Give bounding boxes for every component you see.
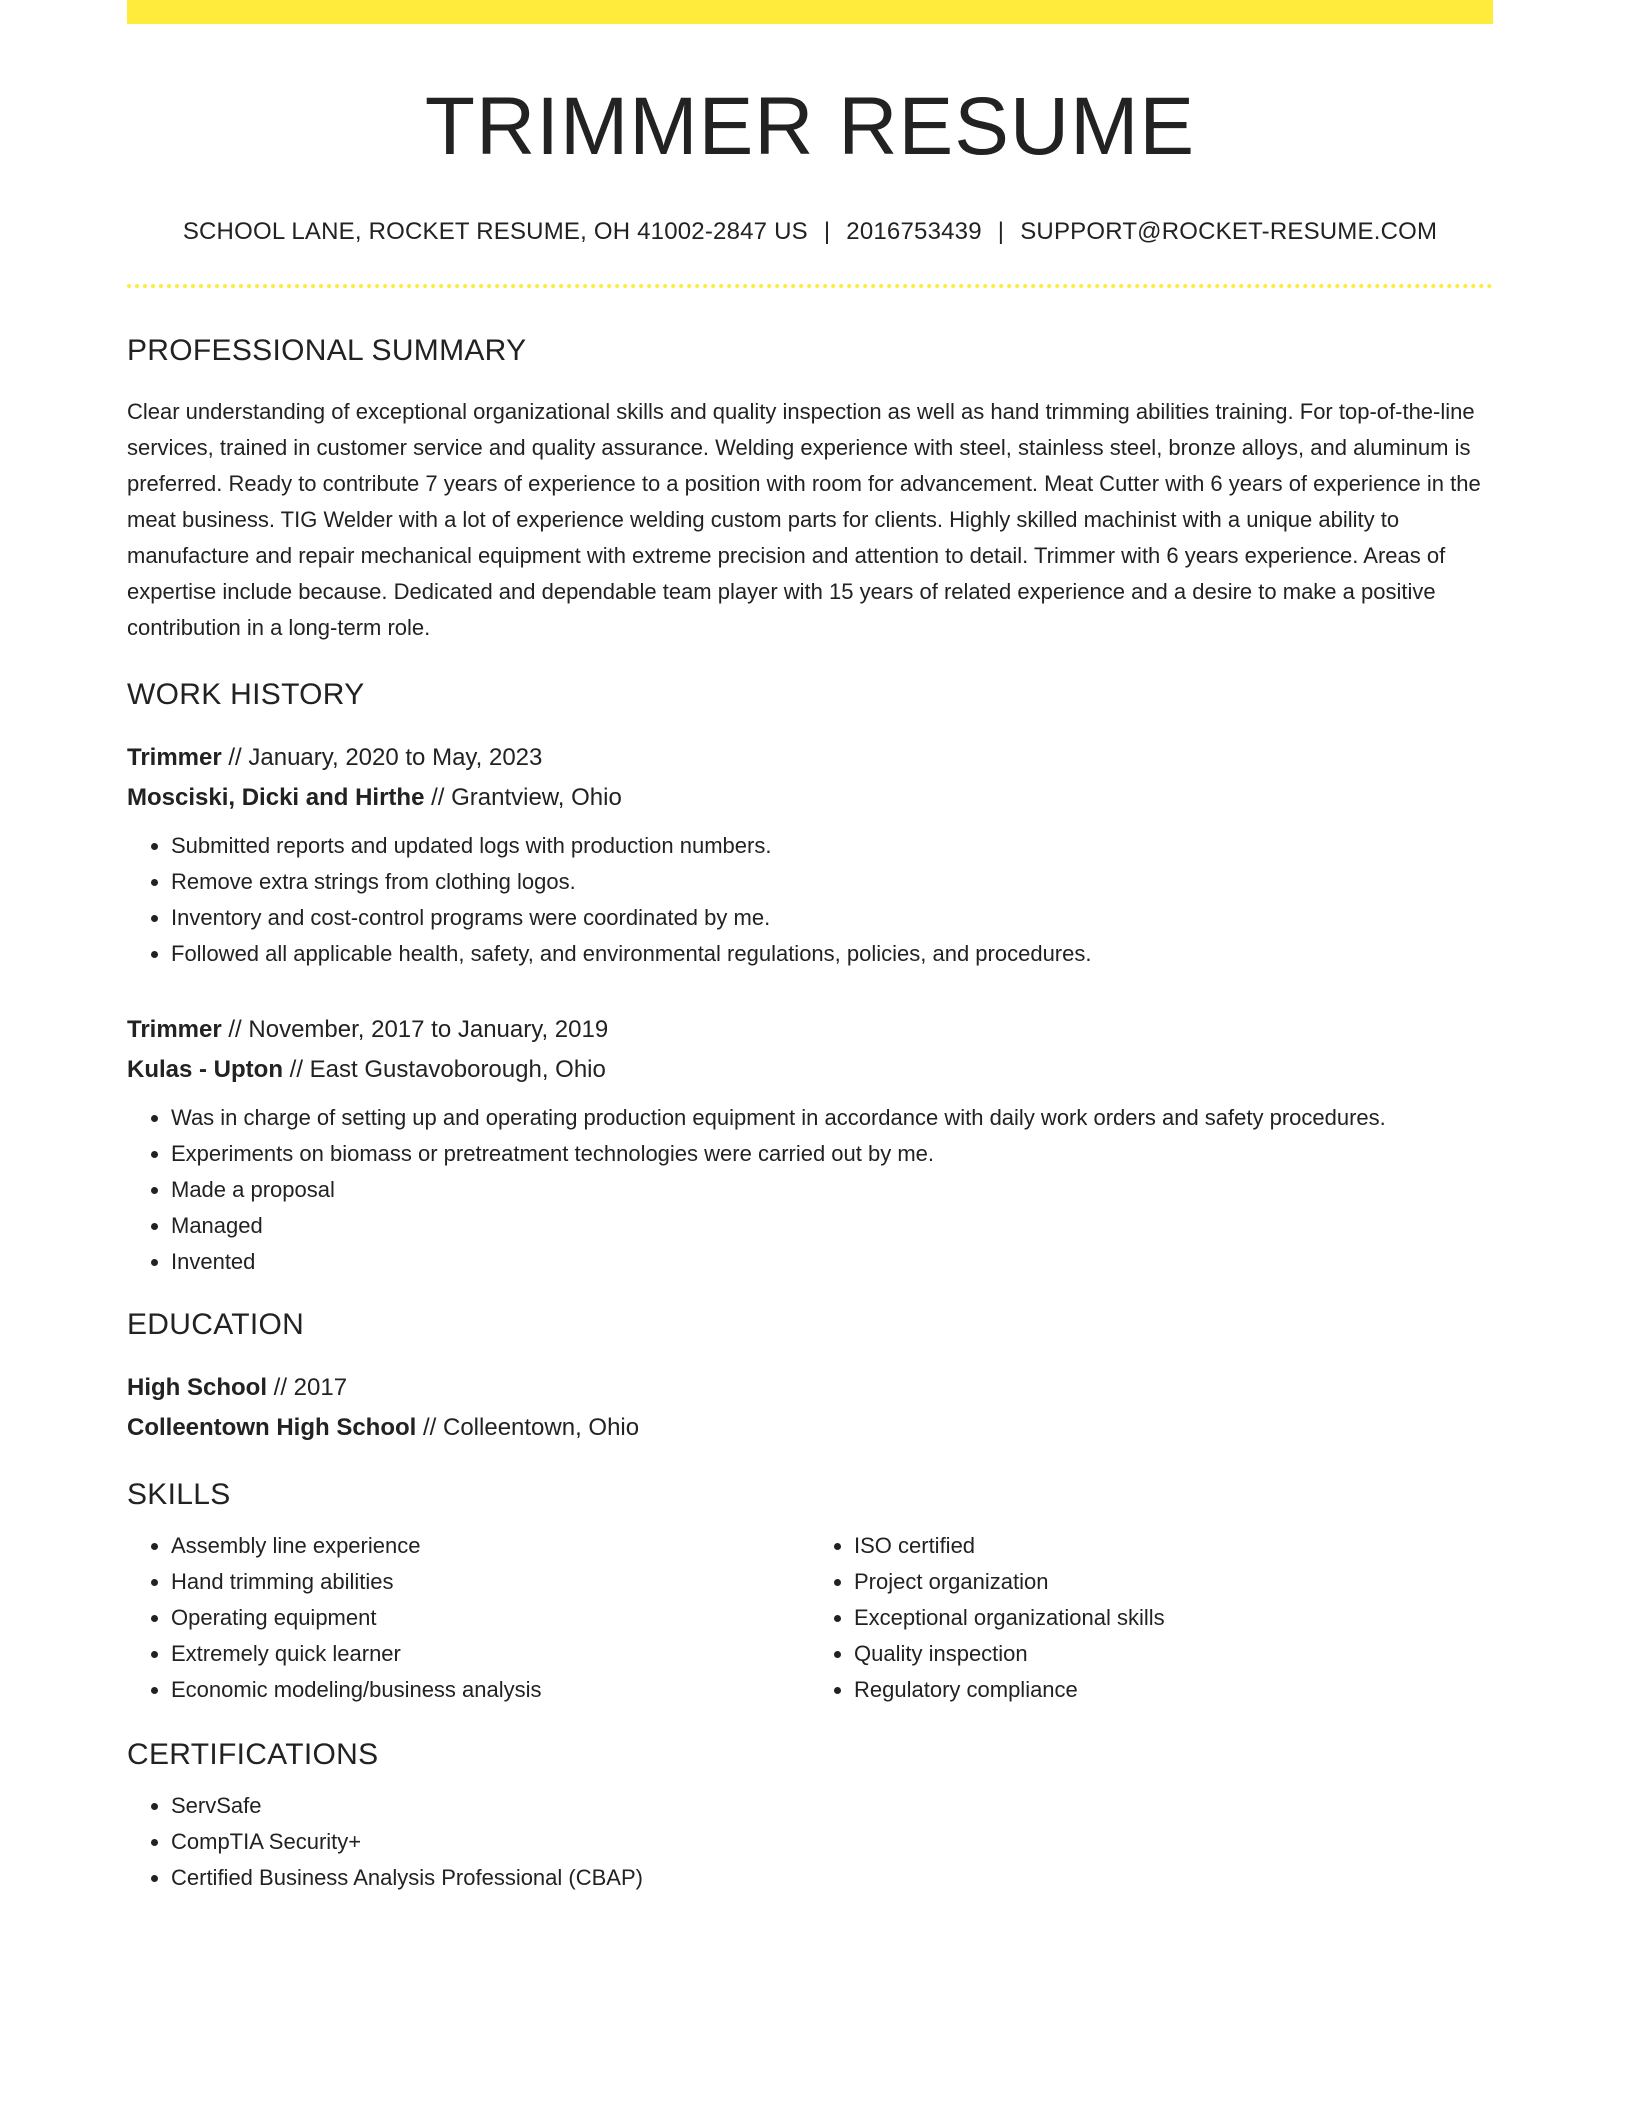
job-dates: // January, 2020 to May, 2023	[221, 744, 543, 772]
job-role: Trimmer	[127, 744, 222, 772]
skill-item: • Exceptional organizational skills	[854, 1600, 1493, 1636]
education-location: // Colleentown, Ohio	[416, 1414, 640, 1442]
job-company-line	[127, 1050, 1493, 1090]
education-entry	[127, 1368, 1493, 1448]
job-role: Trimmer	[127, 1016, 222, 1044]
skills-heading: SKILLS	[127, 1478, 231, 1512]
job-company: Mosciski, Dicki and Hirthe	[127, 784, 425, 812]
job-bullets	[127, 1100, 1493, 1280]
summary-heading: PROFESSIONAL SUMMARY	[127, 334, 527, 368]
contact-phone: 2016753439	[846, 218, 982, 246]
skills-columns	[127, 1528, 1493, 1708]
list-item: • Made a proposal	[171, 1172, 1493, 1208]
job-title-line	[127, 738, 1493, 778]
job-company-line	[127, 778, 1493, 818]
skill-item: • Hand trimming abilities	[171, 1564, 810, 1600]
list-item: • Followed all applicable health, safety, and environmental regulations, policies, and procedures.	[171, 936, 1493, 972]
certification-item: • ServSafe	[171, 1788, 1493, 1824]
job-title-line	[127, 1010, 1493, 1050]
contact-email: SUPPORT@ROCKET-RESUME.COM	[1020, 218, 1438, 246]
job-entry	[127, 738, 1493, 972]
education-heading: EDUCATION	[127, 1308, 305, 1342]
accent-bar	[127, 0, 1493, 24]
education-degree-line	[127, 1368, 1493, 1408]
skill-item: • Regulatory compliance	[854, 1672, 1493, 1708]
education-year: // 2017	[267, 1374, 348, 1402]
skill-item: • Quality inspection	[854, 1636, 1493, 1672]
certifications-heading: CERTIFICATIONS	[127, 1738, 379, 1772]
skill-item: • Assembly line experience	[171, 1528, 810, 1564]
list-item: • Invented	[171, 1244, 1493, 1280]
skill-item: • ISO certified	[854, 1528, 1493, 1564]
education-degree: High School	[127, 1374, 267, 1402]
certifications-list	[127, 1788, 1493, 1896]
contact-separator: |	[997, 218, 1005, 246]
contact-separator: |	[823, 218, 831, 246]
list-item: • Experiments on biomass or pretreatment technologies were carried out by me.	[171, 1136, 1493, 1172]
list-item: • Was in charge of setting up and operating production equipment in accordance with daily work orders and safety procedures.	[171, 1100, 1493, 1136]
job-location: // East Gustavoborough, Ohio	[283, 1056, 606, 1084]
work-history-heading: WORK HISTORY	[127, 678, 365, 712]
dotted-divider	[127, 284, 1493, 288]
contact-address: SCHOOL LANE, ROCKET RESUME, OH 41002-2847 US	[182, 218, 808, 246]
job-bullets	[127, 828, 1493, 972]
job-company: Kulas - Upton	[127, 1056, 283, 1084]
resume-page	[127, 0, 1493, 1896]
skill-item: • Operating equipment	[171, 1600, 810, 1636]
list-item: • Inventory and cost-control programs were coordinated by me.	[171, 900, 1493, 936]
skill-item: • Extremely quick learner	[171, 1636, 810, 1672]
skill-item: • Economic modeling/business analysis	[171, 1672, 810, 1708]
certification-item: • CompTIA Security+	[171, 1824, 1493, 1860]
education-school-line	[127, 1408, 1493, 1448]
job-entry	[127, 1010, 1493, 1280]
list-item: • Managed	[171, 1208, 1493, 1244]
skills-list-left	[127, 1528, 810, 1708]
list-item: • Remove extra strings from clothing logos.	[171, 864, 1493, 900]
education-school: Colleentown High School	[127, 1414, 417, 1442]
skill-item: • Project organization	[854, 1564, 1493, 1600]
list-item: • Submitted reports and updated logs with production numbers.	[171, 828, 1493, 864]
summary-text: Clear understanding of exceptional organizational skills and quality inspection as well as hand trimming abilities training. For top-of-the-line services, trained in customer service and quality assurance. Welding experience with steel, stainless steel, bronze alloys, and aluminum is preferred. Ready to contribute 7 years of experience to a position with room for advancement. Meat Cutter with 6 years of experience in the meat business. TIG Welder with a lot of experience welding custom parts for clients. Highly skilled machinist with a unique ability to manufacture and repair mechanical equipment with extreme precision and attention to detail. Trimmer with 6 years experience. Areas of expertise include because. Dedicated and dependable team player with 15 years of related experience and a desire to make a positive contribution in a long-term role.	[127, 399, 1481, 641]
contact-line	[127, 218, 1493, 246]
job-location: // Grantview, Ohio	[424, 784, 622, 812]
resume-title: TRIMMER RESUME	[424, 81, 1196, 172]
job-dates: // November, 2017 to January, 2019	[221, 1016, 609, 1044]
certification-item: • Certified Business Analysis Professional (CBAP)	[171, 1860, 1493, 1896]
skills-list-right	[810, 1528, 1493, 1708]
